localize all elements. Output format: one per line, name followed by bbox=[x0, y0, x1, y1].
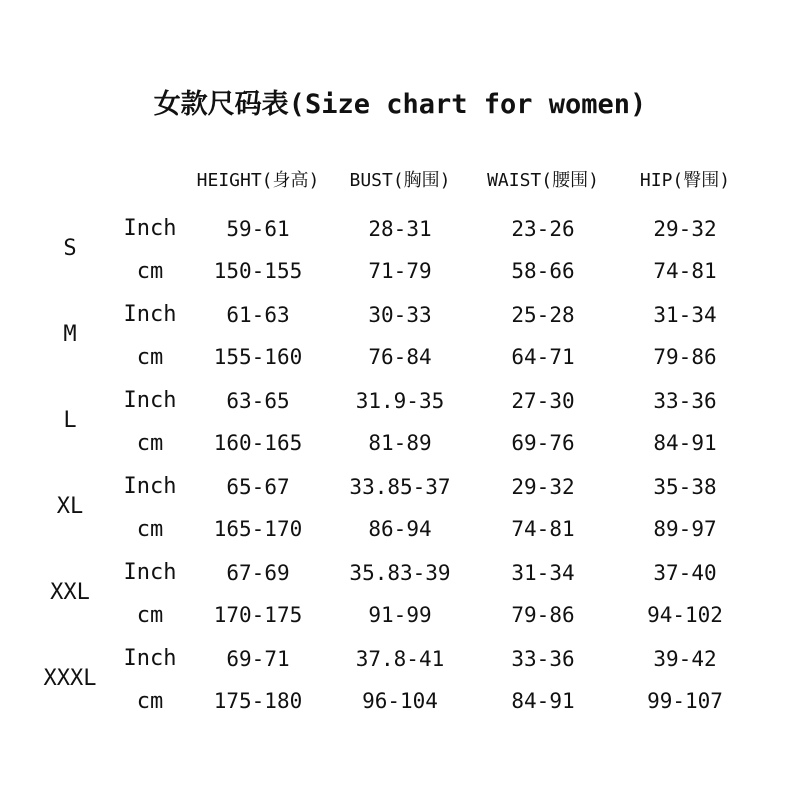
unit-inch: Inch bbox=[123, 560, 177, 585]
unit-inch: Inch bbox=[123, 646, 177, 671]
cell-bust-inch: 37.8-41 bbox=[355, 647, 445, 671]
cell-hip-inch: 35-38 bbox=[653, 475, 717, 499]
size-label-xxxl: XXXL bbox=[43, 666, 97, 691]
column-header-bust: BUST(胸围) bbox=[349, 170, 451, 191]
unit-cm: cm bbox=[136, 259, 164, 284]
cell-bust-cm: 91-99 bbox=[368, 603, 432, 627]
cell-height-inch: 61-63 bbox=[226, 303, 290, 327]
cell-bust-cm: 76-84 bbox=[368, 345, 432, 369]
cell-waist-inch: 31-34 bbox=[511, 561, 575, 585]
cell-height-cm: 160-165 bbox=[213, 431, 303, 455]
unit-inch: Inch bbox=[123, 216, 177, 241]
cell-bust-cm: 81-89 bbox=[368, 431, 432, 455]
column-header-hip: HIP(臀围) bbox=[639, 170, 731, 191]
cell-waist-cm: 58-66 bbox=[511, 259, 575, 283]
cell-waist-inch: 25-28 bbox=[511, 303, 575, 327]
cell-hip-inch: 29-32 bbox=[653, 217, 717, 241]
unit-inch: Inch bbox=[123, 302, 177, 327]
cell-waist-cm: 84-91 bbox=[511, 689, 575, 713]
unit-cm: cm bbox=[136, 345, 164, 370]
unit-cm: cm bbox=[136, 517, 164, 542]
cell-hip-cm: 74-81 bbox=[653, 259, 717, 283]
size-label-m: M bbox=[63, 322, 77, 347]
cell-hip-inch: 33-36 bbox=[653, 389, 717, 413]
cell-bust-inch: 31.9-35 bbox=[355, 389, 445, 413]
cell-height-cm: 155-160 bbox=[213, 345, 303, 369]
cell-height-cm: 150-155 bbox=[213, 259, 303, 283]
cell-waist-inch: 33-36 bbox=[511, 647, 575, 671]
cell-hip-inch: 39-42 bbox=[653, 647, 717, 671]
cell-bust-inch: 35.83-39 bbox=[349, 561, 451, 585]
column-header-waist: WAIST(腰围) bbox=[487, 170, 599, 191]
cell-waist-cm: 74-81 bbox=[511, 517, 575, 541]
cell-height-inch: 67-69 bbox=[226, 561, 290, 585]
cell-height-inch: 65-67 bbox=[226, 475, 290, 499]
cell-bust-cm: 71-79 bbox=[368, 259, 432, 283]
page-title: 女款尺码表(Size chart for women) bbox=[153, 89, 647, 120]
cell-waist-cm: 69-76 bbox=[511, 431, 575, 455]
unit-cm: cm bbox=[136, 689, 164, 714]
unit-inch: Inch bbox=[123, 388, 177, 413]
cell-hip-cm: 99-107 bbox=[647, 689, 723, 713]
cell-hip-cm: 89-97 bbox=[653, 517, 717, 541]
cell-height-inch: 63-65 bbox=[226, 389, 290, 413]
cell-bust-inch: 30-33 bbox=[368, 303, 432, 327]
size-label-xl: XL bbox=[56, 494, 84, 519]
cell-hip-cm: 79-86 bbox=[653, 345, 717, 369]
unit-inch: Inch bbox=[123, 474, 177, 499]
cell-waist-inch: 23-26 bbox=[511, 217, 575, 241]
cell-waist-cm: 64-71 bbox=[511, 345, 575, 369]
size-label-s: S bbox=[63, 236, 77, 261]
cell-height-cm: 165-170 bbox=[213, 517, 303, 541]
cell-bust-inch: 33.85-37 bbox=[349, 475, 451, 499]
cell-hip-cm: 84-91 bbox=[653, 431, 717, 455]
cell-waist-inch: 29-32 bbox=[511, 475, 575, 499]
cell-waist-inch: 27-30 bbox=[511, 389, 575, 413]
cell-height-inch: 69-71 bbox=[226, 647, 290, 671]
cell-bust-cm: 86-94 bbox=[368, 517, 432, 541]
cell-hip-inch: 31-34 bbox=[653, 303, 717, 327]
cell-bust-cm: 96-104 bbox=[362, 689, 438, 713]
column-header-height: HEIGHT(身高) bbox=[196, 170, 320, 191]
cell-height-cm: 175-180 bbox=[213, 689, 303, 713]
cell-hip-inch: 37-40 bbox=[653, 561, 717, 585]
cell-bust-inch: 28-31 bbox=[368, 217, 432, 241]
unit-cm: cm bbox=[136, 431, 164, 456]
size-label-l: L bbox=[63, 408, 77, 433]
cell-hip-cm: 94-102 bbox=[647, 603, 723, 627]
cell-height-cm: 170-175 bbox=[213, 603, 303, 627]
cell-height-inch: 59-61 bbox=[226, 217, 290, 241]
unit-cm: cm bbox=[136, 603, 164, 628]
cell-waist-cm: 79-86 bbox=[511, 603, 575, 627]
size-label-xxl: XXL bbox=[50, 580, 90, 605]
